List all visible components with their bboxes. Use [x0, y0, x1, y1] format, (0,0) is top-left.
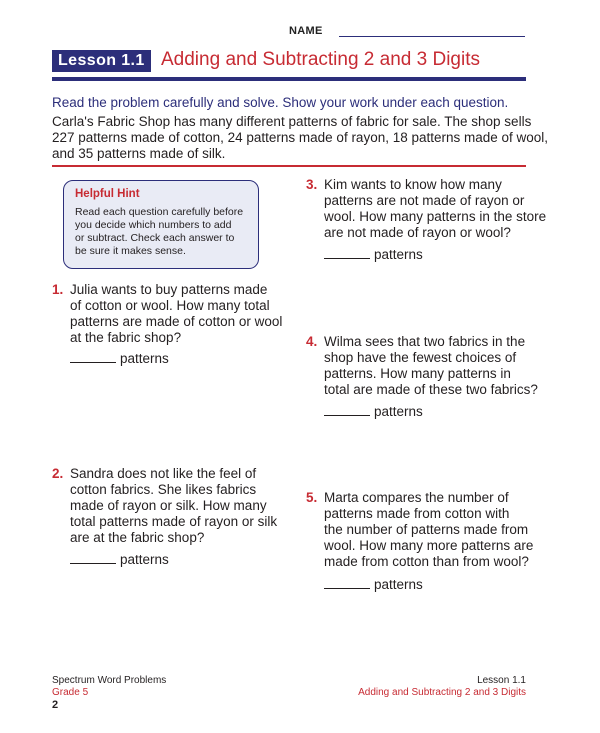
- story-line: and 35 patterns made of silk.: [52, 146, 226, 161]
- question-text: [324, 177, 546, 241]
- question-line: patterns are not made of rayon or: [324, 193, 525, 208]
- question-line: are not made of rayon or wool?: [324, 225, 511, 240]
- section-divider: [52, 165, 526, 167]
- question-number: 4.: [306, 334, 318, 349]
- question-line: Kim wants to know how many: [324, 177, 502, 192]
- question-2: [52, 466, 312, 572]
- answer-blank[interactable]: [324, 404, 370, 416]
- answer-field[interactable]: [70, 351, 169, 367]
- question-text: [70, 466, 277, 546]
- answer-unit: patterns: [374, 247, 423, 262]
- answer-blank[interactable]: [70, 351, 116, 363]
- question-line: shop have the fewest choices of: [324, 350, 517, 365]
- hint-line: Read each question carefully before: [75, 206, 244, 218]
- question-line: made of rayon or silk. How many: [70, 498, 267, 513]
- question-line: wool. How many patterns in the store: [324, 209, 547, 224]
- story-line: 227 patterns made of cotton, 24 patterns made of rayon, 18 patterns made of wool,: [52, 130, 549, 145]
- helpful-hint-box: [63, 180, 259, 269]
- page-number: 2: [52, 699, 59, 711]
- question-line: the number of patterns made from: [324, 522, 529, 537]
- question-line: at the fabric shop?: [70, 330, 182, 345]
- question-line: Julia wants to buy patterns made: [70, 282, 268, 297]
- question-4: [306, 334, 566, 424]
- story-line: Carla's Fabric Shop has many different patterns of fabric for sale. The shop sells: [52, 114, 532, 129]
- lesson-badge: Lesson 1.1: [52, 50, 151, 72]
- title-divider: [52, 77, 526, 81]
- question-line: of cotton or wool. How many total: [70, 298, 270, 313]
- question-number: 2.: [52, 466, 64, 481]
- name-write-line[interactable]: [339, 36, 525, 37]
- answer-blank[interactable]: [70, 552, 116, 564]
- question-number: 3.: [306, 177, 318, 192]
- answer-blank[interactable]: [324, 247, 370, 259]
- footer-lesson: Lesson 1.1: [477, 675, 526, 686]
- footer-book-title: Spectrum Word Problems: [52, 675, 167, 686]
- instruction-text: Read the problem carefully and solve. Show your work under each question.: [52, 95, 509, 110]
- question-line: wool. How many more patterns are: [324, 538, 534, 553]
- question-line: are at the fabric shop?: [70, 530, 205, 545]
- question-line: patterns. How many patterns in: [324, 366, 511, 381]
- question-number: 1.: [52, 282, 64, 297]
- question-5: [306, 490, 566, 596]
- question-line: Marta compares the number of: [324, 490, 509, 505]
- answer-unit: patterns: [374, 404, 423, 419]
- question-1: [52, 282, 312, 372]
- answer-field[interactable]: [324, 404, 423, 420]
- lesson-title: Adding and Subtracting 2 and 3 Digits: [161, 49, 480, 70]
- question-text: [70, 282, 282, 346]
- question-3: [306, 177, 566, 267]
- question-text: [324, 334, 538, 398]
- hint-line: be sure it makes sense.: [75, 245, 186, 257]
- question-line: cotton fabrics. She likes fabrics: [70, 482, 257, 497]
- question-line: patterns made from cotton with: [324, 506, 510, 521]
- hint-title: Helpful Hint: [75, 188, 140, 200]
- question-text: [324, 490, 533, 570]
- name-label: NAME: [289, 25, 323, 37]
- question-line: patterns are made of cotton or wool: [70, 314, 283, 329]
- footer-lesson-title: Adding and Subtracting 2 and 3 Digits: [358, 687, 526, 698]
- footer-grade: Grade 5: [52, 687, 89, 698]
- answer-blank[interactable]: [324, 577, 370, 589]
- question-line: total are made of these two fabrics?: [324, 382, 538, 397]
- answer-unit: patterns: [120, 351, 169, 366]
- question-line: Sandra does not like the feel of: [70, 466, 257, 481]
- hint-line: or subtract. Check each answer to: [75, 232, 235, 244]
- question-line: total patterns made of rayon or silk: [70, 514, 278, 529]
- question-line: Wilma sees that two fabrics in the: [324, 334, 526, 349]
- question-number: 5.: [306, 490, 318, 505]
- question-line: made from cotton than from wool?: [324, 554, 529, 569]
- hint-line: you decide which numbers to add: [75, 219, 232, 231]
- answer-unit: patterns: [374, 577, 423, 592]
- answer-field[interactable]: [70, 552, 169, 568]
- answer-field[interactable]: [324, 577, 423, 593]
- answer-field[interactable]: [324, 247, 423, 263]
- answer-unit: patterns: [120, 552, 169, 567]
- story-paragraph: [52, 114, 549, 162]
